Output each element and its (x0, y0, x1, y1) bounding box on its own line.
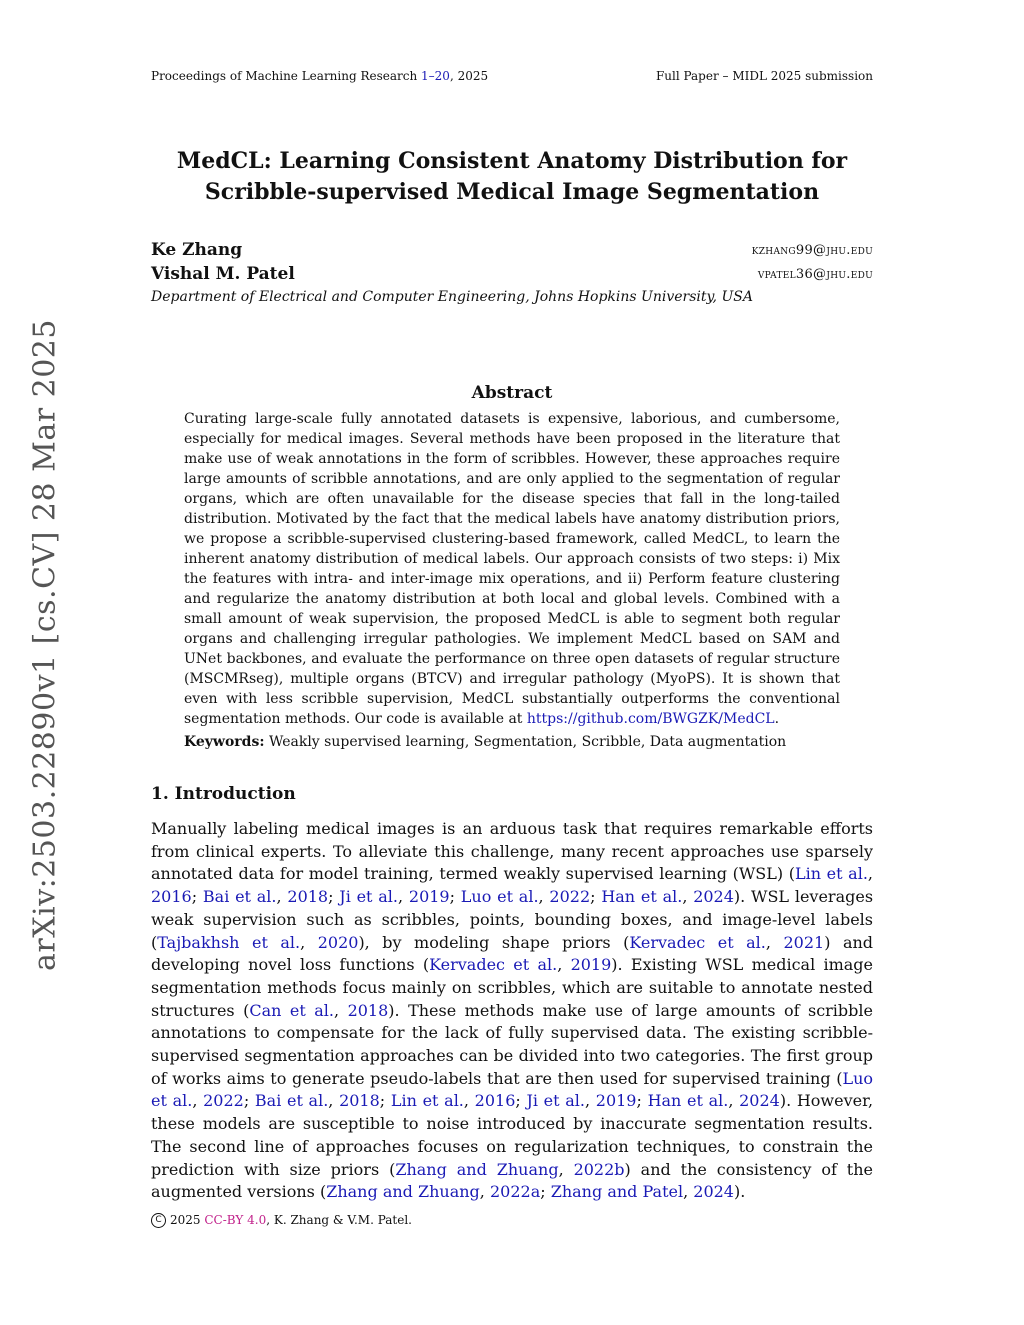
paper-title (100, 146, 924, 208)
citation-link[interactable]: Zhang and Patel (550, 1182, 684, 1202)
abstract-heading: Abstract (471, 383, 553, 403)
abstract-end: . (774, 711, 780, 727)
citation-link[interactable]: Kervadec et al. (429, 955, 558, 975)
citation-link[interactable]: Lin et al. (390, 1091, 464, 1111)
license-version-link[interactable]: 4.0 (247, 1213, 267, 1227)
intro-text: ; (449, 887, 461, 907)
intro-paragraph (151, 818, 873, 1204)
citation-link[interactable]: Luo et al. (151, 1068, 873, 1111)
citation-link[interactable]: 2024 (693, 1182, 734, 1202)
citation-link[interactable]: 2019 (595, 1091, 637, 1111)
intro-text: , (398, 887, 409, 907)
citation-link[interactable]: 2018 (339, 1091, 380, 1111)
intro-text: , (765, 932, 784, 952)
intro-text: , (728, 1091, 740, 1111)
intro-text: , (682, 887, 694, 907)
section-heading-introduction: 1. Introduction (151, 784, 296, 804)
footer-year: 2025 (170, 1213, 201, 1227)
citation-link[interactable]: 2018 (287, 887, 329, 907)
intro-text: , (300, 932, 318, 952)
citation-link[interactable]: Lin et al. (794, 864, 868, 884)
intro-text: ; (328, 887, 340, 907)
journal-name: Proceedings of Machine Learning Research (151, 69, 422, 83)
copyright-icon: C (151, 1213, 166, 1228)
intro-text: ; (191, 887, 203, 907)
citation-link[interactable]: 2016 (474, 1091, 516, 1111)
header-year: , 2025 (449, 69, 489, 83)
footer-authors: , K. Zhang & V.M. Patel. (266, 1213, 412, 1227)
citation-link[interactable]: 2024 (739, 1091, 780, 1111)
intro-text: , (538, 887, 550, 907)
citation-link[interactable]: 2018 (347, 1000, 389, 1020)
intro-text: , (276, 887, 288, 907)
citation-link[interactable]: Zhang and Zhuang (326, 1182, 480, 1202)
intro-text: Manually labeling medical images is an arduous task that requires remarkable efforts from clinical experts. To alleviate this challenge, many recent approaches use sparsely annotated data for model training, termed weakly supervised learning (WSL) ( (151, 819, 873, 884)
citation-link[interactable]: Ji et al. (339, 887, 399, 907)
license-link[interactable]: CC-BY (204, 1213, 244, 1227)
running-header-right: Full Paper – MIDL 2025 submission (655, 69, 873, 83)
arxiv-identifier: arXiv:2503.22890v1 [cs.CV] 28 Mar 2025 (27, 319, 63, 971)
intro-text: ). However, these models are susceptible to noise introduced by inaccurate segmentation results. The second line of approaches focuses on regularization techniques, to constrain the prediction with size priors ( (151, 1091, 874, 1179)
citation-link[interactable]: 2022b (573, 1159, 625, 1179)
author-name-2: Vishal M. Patel (151, 264, 295, 284)
citation-link[interactable]: Han et al. (601, 887, 683, 907)
intro-text: ). (733, 1182, 746, 1202)
intro-text: , (867, 864, 874, 884)
citation-link[interactable]: 2019 (408, 887, 450, 907)
intro-text: , (334, 1000, 348, 1020)
citation-link[interactable]: 2022 (549, 887, 591, 907)
citation-link[interactable]: Tajbakhsh et al. (157, 932, 301, 952)
author-email-2[interactable]: vpatel36@jhu.edu (757, 267, 873, 282)
intro-text: ; (636, 1091, 648, 1111)
intro-text: ; (243, 1091, 255, 1111)
citation-link[interactable]: Ji et al. (526, 1091, 585, 1111)
citation-link[interactable]: Can et al. (249, 1000, 334, 1020)
code-link[interactable]: https://github.com/BWGZK/MedCL (526, 711, 775, 727)
intro-text: , (463, 1091, 475, 1111)
citation-link[interactable]: 2020 (317, 932, 359, 952)
keywords-text: Weakly supervised learning, Segmentation, Scribble, Data augmentation (264, 734, 787, 750)
intro-text: ; (540, 1182, 551, 1202)
author-name-1: Ke Zhang (151, 240, 243, 260)
intro-text: , (192, 1091, 204, 1111)
intro-text: ). WSL leverages weak supervision such as scribbles, points, bounding boxes, and image-level labels ( (151, 887, 874, 952)
intro-text: ; (590, 887, 602, 907)
copyright-footer (151, 1213, 412, 1228)
citation-link[interactable]: Kervadec et al. (629, 932, 766, 952)
keywords-label: Keywords: (184, 734, 265, 750)
intro-text: ; (515, 1091, 527, 1111)
affiliation: Department of Electrical and Computer Engineering, Johns Hopkins University, USA (151, 289, 753, 305)
intro-text: , (479, 1182, 490, 1202)
citation-link[interactable]: 2022 (203, 1091, 244, 1111)
author-email-1[interactable]: kzhang99@jhu.edu (751, 243, 873, 258)
intro-text: ) and the consistency of the augmented versions ( (151, 1159, 874, 1202)
citation-link[interactable]: 2016 (151, 887, 192, 907)
citation-link[interactable]: 2021 (783, 932, 825, 952)
abstract-body (184, 409, 840, 729)
citation-link[interactable]: Luo et al. (460, 887, 539, 907)
title-line-1: MedCL: Learning Consistent Anatomy Distribution for (176, 148, 848, 174)
citation-link[interactable]: Zhang and Zhuang (395, 1159, 559, 1179)
citation-link[interactable]: 2024 (693, 887, 734, 907)
intro-text: ), by modeling shape priors ( (358, 932, 630, 952)
citation-link[interactable]: Han et al. (647, 1091, 729, 1111)
citation-link[interactable]: 2019 (570, 955, 612, 975)
intro-text: , (328, 1091, 340, 1111)
intro-text: ) and developing novel loss functions ( (151, 932, 874, 975)
intro-text: ). Existing WSL medical image segmentation methods focus mainly on scribbles, which are suitable to annotate nested structures ( (151, 955, 874, 1020)
intro-text: , (683, 1182, 694, 1202)
running-header-left (151, 69, 488, 83)
intro-text: , (585, 1091, 596, 1111)
intro-text: ; (379, 1091, 391, 1111)
keywords (184, 732, 840, 752)
intro-text: , (557, 955, 571, 975)
intro-text: ). These methods make use of large amounts of scribble annotations to compensate for the lack of fully supervised data. The existing scribble-supervised segmentation approaches can be divided into two categories. The first group of works aims to generate pseudo-labels that are then used for supervised training ( (151, 1000, 873, 1088)
citation-link[interactable]: Bai et al. (202, 887, 277, 907)
page-range-link[interactable]: 1–20 (421, 69, 450, 83)
citation-link[interactable]: 2022a (489, 1182, 541, 1202)
title-line-2: Scribble-supervised Medical Image Segmentation (204, 179, 820, 205)
citation-link[interactable]: Bai et al. (254, 1091, 329, 1111)
abstract-text: Curating large-scale fully annotated datasets is expensive, laborious, and cumbersome, especially for medical images. Several methods have been proposed in the literature that make use of weak annotations in the form of scribbles. However, these approaches require large amounts of scribble annotations, and are only applied to the segmentation of regular organs, which are often unavailable for the disease species that fall in the long-tailed distribution. Motivated by the fact that the medical labels have anatomy distribution priors, we propose a scribble-supervised clustering-based framework, called MedCL, to learn the inherent anatomy distribution of medical labels. Our approach consists of two steps: i) Mix the features with intra- and inter-image mix operations, and ii) Perform feature clustering and regularize the anatomy distribution at both local and global levels. Combined with a small amount of weak supervision, the proposed MedCL is able to segment both regular organs and challenging irregular pathologies. We implement MedCL based on SAM and UNet backbones, and evaluate the performance on three open datasets of regular structure (MSCMRseg), multiple organs (BTCV) and irregular pathology (MyoPS). It is shown that even with less scribble supervision, MedCL substantially outperforms the conventional segmentation methods. Our code is available at (184, 411, 840, 727)
intro-text: , (558, 1159, 574, 1179)
